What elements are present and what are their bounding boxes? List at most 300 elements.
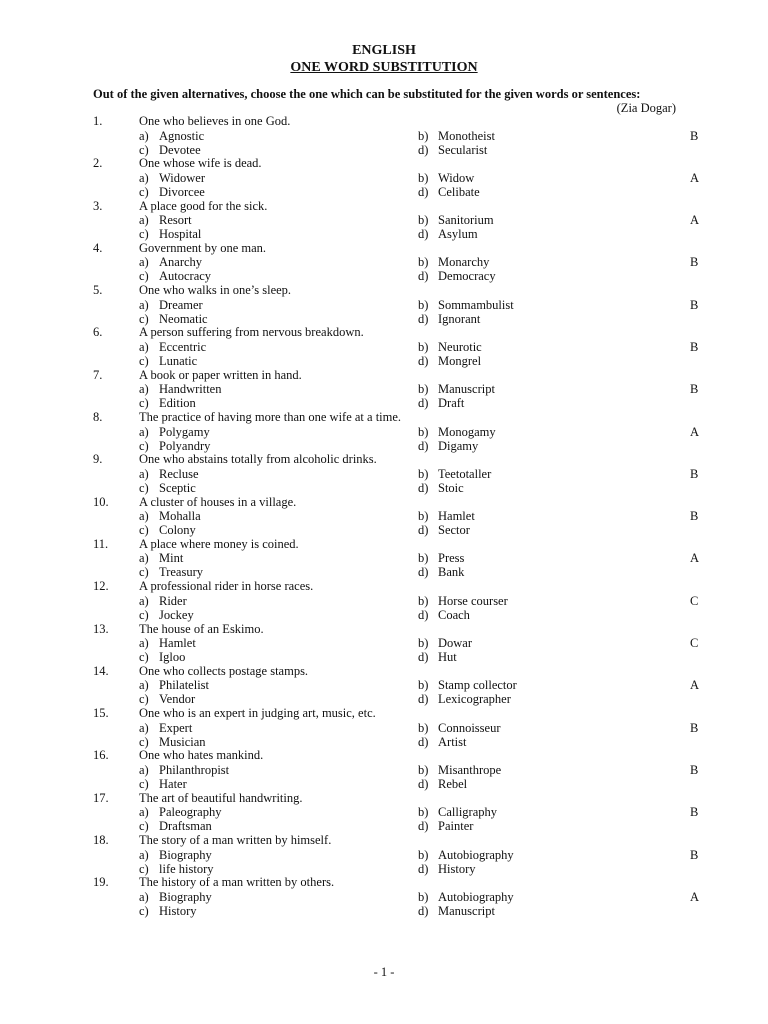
- option-letter: c): [139, 861, 149, 876]
- option-letter: a): [139, 213, 149, 228]
- instruction-text: Out of the given alternatives, choose the one which can be substituted for the given words or sentences:: [93, 87, 641, 101]
- question-stem: The house of an Eskimo.: [139, 621, 264, 636]
- option-d: [418, 692, 511, 707]
- option-letter: c): [139, 819, 149, 834]
- answer-key: A: [690, 551, 700, 566]
- option-a: [139, 721, 192, 736]
- question-number: 3.: [93, 198, 103, 213]
- question-item: [0, 748, 768, 790]
- question-item: [0, 410, 768, 452]
- answer-key: B: [690, 509, 699, 524]
- question-item: [0, 875, 768, 917]
- option-a: [139, 636, 196, 651]
- question-stem: One who collects postage stamps.: [139, 663, 309, 678]
- option-a: [139, 425, 210, 440]
- option-letter: a): [139, 636, 149, 651]
- question-stem: A cluster of houses in a village.: [139, 494, 297, 509]
- option-letter: c): [139, 353, 149, 368]
- option-text: Celibate: [438, 184, 480, 199]
- option-letter: a): [139, 762, 149, 777]
- option-b: [418, 425, 496, 440]
- option-letter: d): [418, 438, 429, 453]
- option-b: [418, 805, 497, 820]
- option-text: Hospital: [159, 227, 202, 242]
- option-letter: c): [139, 184, 149, 199]
- option-text: Stoic: [438, 480, 464, 495]
- option-a: [139, 805, 221, 820]
- option-letter: b): [418, 889, 429, 904]
- option-c: [139, 608, 194, 623]
- option-letter: b): [418, 593, 429, 608]
- option-d: [418, 735, 466, 750]
- option-text: Colony: [159, 523, 196, 538]
- option-letter: c): [139, 650, 149, 665]
- option-letter: b): [418, 339, 429, 354]
- option-text: Paleography: [159, 805, 222, 820]
- option-letter: c): [139, 776, 149, 791]
- option-c: [139, 819, 212, 834]
- question-number: 7.: [93, 367, 103, 382]
- option-c: [139, 523, 196, 538]
- option-letter: a): [139, 551, 149, 566]
- option-letter: c): [139, 734, 149, 749]
- option-letter: a): [139, 720, 149, 735]
- option-letter: b): [418, 170, 429, 185]
- option-text: Treasury: [159, 565, 203, 580]
- option-letter: a): [139, 339, 149, 354]
- option-text: Manuscript: [438, 903, 495, 918]
- option-text: Philatelist: [159, 678, 209, 693]
- option-text: Widow: [438, 170, 475, 185]
- option-c: [139, 692, 195, 707]
- page-number: - 1 -: [373, 965, 395, 979]
- option-d: [418, 396, 464, 411]
- option-letter: b): [418, 297, 429, 312]
- answer-key: A: [690, 889, 700, 904]
- question-number: 15.: [93, 706, 109, 721]
- question-item: [0, 495, 768, 537]
- option-text: Draft: [438, 396, 465, 411]
- question-item: [0, 833, 768, 875]
- question-stem: One who is an expert in judging art, music, etc.: [139, 706, 376, 721]
- option-text: Dreamer: [159, 297, 203, 312]
- option-c: [139, 481, 196, 496]
- answer-key: A: [690, 213, 700, 228]
- option-c: [139, 269, 211, 284]
- option-a: [139, 509, 201, 524]
- option-text: Mint: [159, 551, 184, 566]
- question-stem: One who abstains totally from alcoholic drinks.: [139, 452, 377, 467]
- option-letter: b): [418, 805, 429, 820]
- option-letter: a): [139, 593, 149, 608]
- option-letter: d): [418, 565, 429, 580]
- question-stem: One who believes in one God.: [139, 114, 291, 128]
- question-item: [0, 199, 768, 241]
- option-letter: c): [139, 480, 149, 495]
- option-text: Painter: [438, 819, 474, 834]
- question-stem: A person suffering from nervous breakdown.: [139, 325, 364, 340]
- question-number: 4.: [93, 240, 103, 255]
- option-d: [418, 565, 464, 580]
- option-text: Resort: [159, 213, 192, 228]
- option-b: [418, 467, 491, 482]
- question-stem: One who hates mankind.: [139, 748, 264, 763]
- option-d: [418, 143, 487, 158]
- option-letter: c): [139, 396, 149, 411]
- option-a: [139, 340, 206, 355]
- question-item: [0, 791, 768, 833]
- question-item: [0, 368, 768, 410]
- option-a: [139, 848, 212, 863]
- option-text: Hamlet: [438, 509, 475, 524]
- option-letter: a): [139, 170, 149, 185]
- option-letter: a): [139, 255, 149, 270]
- option-text: Horse courser: [438, 593, 508, 608]
- option-letter: c): [139, 142, 149, 157]
- option-letter: c): [139, 438, 149, 453]
- question-number: 13.: [93, 621, 109, 636]
- option-letter: c): [139, 311, 149, 326]
- option-letter: a): [139, 805, 149, 820]
- option-a: [139, 171, 205, 186]
- option-b: [418, 213, 494, 228]
- option-letter: d): [418, 353, 429, 368]
- option-b: [418, 848, 514, 863]
- question-number: 11.: [93, 536, 109, 551]
- option-letter: b): [418, 466, 429, 481]
- option-text: Rider: [159, 593, 187, 608]
- question-stem: The story of a man written by himself.: [139, 833, 332, 848]
- answer-key: A: [690, 678, 700, 693]
- option-text: Secularist: [438, 142, 488, 157]
- option-letter: d): [418, 142, 429, 157]
- option-b: [418, 298, 514, 313]
- option-text: Asylum: [438, 227, 478, 242]
- question-number: 2.: [93, 156, 103, 171]
- option-text: Sommambulist: [438, 297, 514, 312]
- option-text: Devotee: [159, 142, 201, 157]
- option-a: [139, 255, 202, 270]
- option-b: [418, 636, 472, 651]
- option-text: Musician: [159, 734, 206, 749]
- option-b: [418, 551, 464, 566]
- option-letter: b): [418, 636, 429, 651]
- option-d: [418, 481, 464, 496]
- option-a: [139, 890, 212, 905]
- question-number: 6.: [93, 325, 103, 340]
- option-letter: d): [418, 523, 429, 538]
- option-letter: c): [139, 565, 149, 580]
- option-text: Lexicographer: [438, 692, 511, 707]
- option-text: Calligraphy: [438, 805, 498, 820]
- option-d: [418, 608, 470, 623]
- question-stem: A professional rider in horse races.: [139, 579, 314, 594]
- option-letter: d): [418, 184, 429, 199]
- option-letter: b): [418, 213, 429, 228]
- option-letter: a): [139, 847, 149, 862]
- option-b: [418, 171, 474, 186]
- option-a: [139, 213, 192, 228]
- topic-title: ONE WORD SUBSTITUTION: [290, 60, 478, 75]
- option-text: Mongrel: [438, 353, 482, 368]
- option-letter: d): [418, 396, 429, 411]
- option-b: [418, 509, 475, 524]
- option-text: Hater: [159, 776, 187, 791]
- question-item: [0, 664, 768, 706]
- option-text: Connoisseur: [438, 720, 501, 735]
- question-number: 9.: [93, 452, 103, 467]
- question-number: 18.: [93, 833, 109, 848]
- question-number: 1.: [93, 114, 103, 128]
- question-stem: A book or paper written in hand.: [139, 367, 302, 382]
- question-item: [0, 452, 768, 494]
- option-c: [139, 565, 203, 580]
- answer-key: B: [690, 339, 699, 354]
- option-letter: a): [139, 889, 149, 904]
- question-item: [0, 241, 768, 283]
- option-letter: c): [139, 523, 149, 538]
- answer-key: C: [690, 593, 699, 608]
- option-letter: d): [418, 903, 429, 918]
- option-b: [418, 594, 508, 609]
- option-text: Bank: [438, 565, 465, 580]
- question-stem: The practice of having more than one wife at a time.: [139, 410, 402, 425]
- option-a: [139, 678, 209, 693]
- option-a: [139, 551, 183, 566]
- option-d: [418, 269, 496, 284]
- option-text: Democracy: [438, 269, 496, 284]
- option-text: Sceptic: [159, 480, 196, 495]
- option-text: Autobiography: [438, 889, 514, 904]
- option-letter: c): [139, 903, 149, 918]
- question-item: [0, 325, 768, 367]
- option-text: Monogamy: [438, 424, 496, 439]
- option-text: Teetotaller: [438, 466, 492, 481]
- option-text: Monarchy: [438, 255, 490, 270]
- option-text: Edition: [159, 396, 196, 411]
- option-d: [418, 523, 470, 538]
- option-text: Draftsman: [159, 819, 212, 834]
- option-b: [418, 382, 495, 397]
- option-letter: d): [418, 269, 429, 284]
- option-letter: b): [418, 424, 429, 439]
- option-letter: c): [139, 692, 149, 707]
- option-letter: a): [139, 382, 149, 397]
- option-text: Igloo: [159, 650, 186, 665]
- question-number: 14.: [93, 663, 109, 678]
- question-number: 8.: [93, 410, 103, 425]
- option-text: Digamy: [438, 438, 479, 453]
- option-d: [418, 777, 467, 792]
- question-number: 16.: [93, 748, 109, 763]
- option-text: Rebel: [438, 776, 468, 791]
- option-text: Lunatic: [159, 353, 198, 368]
- option-c: [139, 312, 208, 327]
- option-letter: d): [418, 650, 429, 665]
- option-text: Vendor: [159, 692, 196, 707]
- question-item: [0, 156, 768, 198]
- option-text: Polyandry: [159, 438, 211, 453]
- option-c: [139, 904, 197, 919]
- question-number: 10.: [93, 494, 109, 509]
- option-text: Autobiography: [438, 847, 514, 862]
- option-text: Stamp collector: [438, 678, 517, 693]
- option-a: [139, 382, 221, 397]
- option-text: Anarchy: [159, 255, 203, 270]
- option-text: Biography: [159, 847, 212, 862]
- option-letter: a): [139, 466, 149, 481]
- option-a: [139, 129, 204, 144]
- option-letter: c): [139, 269, 149, 284]
- option-text: Dowar: [438, 636, 473, 651]
- option-c: [139, 227, 201, 242]
- option-c: [139, 439, 210, 454]
- option-letter: d): [418, 692, 429, 707]
- question-list: [0, 114, 768, 918]
- option-letter: d): [418, 734, 429, 749]
- author-credit: (Zia Dogar): [616, 101, 676, 115]
- option-text: Hut: [438, 650, 457, 665]
- question-stem: One who walks in one’s sleep.: [139, 283, 292, 298]
- option-d: [418, 185, 480, 200]
- option-letter: c): [139, 607, 149, 622]
- answer-key: B: [690, 805, 699, 820]
- answer-key: B: [690, 847, 699, 862]
- option-text: History: [438, 861, 476, 876]
- option-text: Artist: [438, 734, 467, 749]
- question-stem: The art of beautiful handwriting.: [139, 790, 303, 805]
- option-letter: a): [139, 297, 149, 312]
- option-letter: b): [418, 509, 429, 524]
- option-text: Polygamy: [159, 424, 210, 439]
- option-text: Sanitorium: [438, 213, 494, 228]
- option-text: Monotheist: [438, 128, 495, 143]
- option-b: [418, 340, 482, 355]
- subject-title: ENGLISH: [352, 43, 416, 58]
- option-letter: d): [418, 227, 429, 242]
- option-b: [418, 678, 517, 693]
- option-c: [139, 354, 197, 369]
- question-item: [0, 283, 768, 325]
- option-d: [418, 227, 478, 242]
- question-number: 12.: [93, 579, 109, 594]
- option-text: Neurotic: [438, 339, 482, 354]
- option-text: Widower: [159, 170, 206, 185]
- option-b: [418, 763, 501, 778]
- option-d: [418, 862, 476, 877]
- question-stem: Government by one man.: [139, 240, 267, 255]
- question-item: [0, 706, 768, 748]
- option-text: Hamlet: [159, 636, 196, 651]
- question-number: 17.: [93, 790, 109, 805]
- option-d: [418, 354, 481, 369]
- option-d: [418, 819, 473, 834]
- option-text: Neomatic: [159, 311, 208, 326]
- option-letter: d): [418, 311, 429, 326]
- answer-key: B: [690, 720, 699, 735]
- option-d: [418, 650, 457, 665]
- question-stem: One whose wife is dead.: [139, 156, 262, 171]
- option-a: [139, 763, 229, 778]
- answer-key: B: [690, 128, 699, 143]
- option-text: Autocracy: [159, 269, 212, 284]
- option-c: [139, 735, 206, 750]
- option-a: [139, 467, 199, 482]
- option-text: Manuscript: [438, 382, 495, 397]
- option-letter: d): [418, 607, 429, 622]
- option-d: [418, 439, 478, 454]
- answer-key: A: [690, 170, 700, 185]
- option-letter: d): [418, 776, 429, 791]
- option-text: Misanthrope: [438, 762, 502, 777]
- option-text: Press: [438, 551, 465, 566]
- question-stem: A place good for the sick.: [139, 198, 268, 213]
- option-c: [139, 185, 205, 200]
- option-text: Recluse: [159, 466, 199, 481]
- option-c: [139, 143, 201, 158]
- option-a: [139, 594, 187, 609]
- option-b: [418, 129, 495, 144]
- option-c: [139, 650, 185, 665]
- answer-key: B: [690, 382, 699, 397]
- question-item: [0, 579, 768, 621]
- option-letter: b): [418, 847, 429, 862]
- option-letter: b): [418, 678, 429, 693]
- option-letter: d): [418, 861, 429, 876]
- option-c: [139, 777, 187, 792]
- question-item: [0, 114, 768, 156]
- option-text: Coach: [438, 607, 470, 622]
- option-letter: c): [139, 227, 149, 242]
- option-b: [418, 890, 514, 905]
- option-text: Expert: [159, 720, 193, 735]
- question-stem: The history of a man written by others.: [139, 875, 335, 890]
- option-text: Agnostic: [159, 128, 205, 143]
- option-a: [139, 298, 203, 313]
- option-letter: d): [418, 819, 429, 834]
- question-number: 19.: [93, 875, 109, 890]
- option-text: Ignorant: [438, 311, 481, 326]
- option-letter: b): [418, 551, 429, 566]
- option-text: Divorcee: [159, 184, 205, 199]
- option-letter: b): [418, 720, 429, 735]
- option-letter: b): [418, 762, 429, 777]
- option-text: Handwritten: [159, 382, 222, 397]
- option-text: life history: [159, 861, 214, 876]
- option-c: [139, 396, 196, 411]
- option-letter: a): [139, 509, 149, 524]
- answer-key: B: [690, 297, 699, 312]
- question-stem: A place where money is coined.: [139, 536, 299, 551]
- option-text: Biography: [159, 889, 212, 904]
- option-b: [418, 255, 489, 270]
- option-text: Jockey: [159, 607, 194, 622]
- option-letter: a): [139, 678, 149, 693]
- option-letter: d): [418, 480, 429, 495]
- option-text: Sector: [438, 523, 470, 538]
- option-letter: b): [418, 255, 429, 270]
- question-number: 5.: [93, 283, 103, 298]
- option-b: [418, 721, 501, 736]
- option-d: [418, 312, 480, 327]
- option-letter: b): [418, 382, 429, 397]
- answer-key: A: [690, 424, 700, 439]
- answer-key: B: [690, 762, 699, 777]
- option-letter: a): [139, 128, 149, 143]
- option-text: Mohalla: [159, 509, 201, 524]
- answer-key: C: [690, 636, 699, 651]
- question-item: [0, 622, 768, 664]
